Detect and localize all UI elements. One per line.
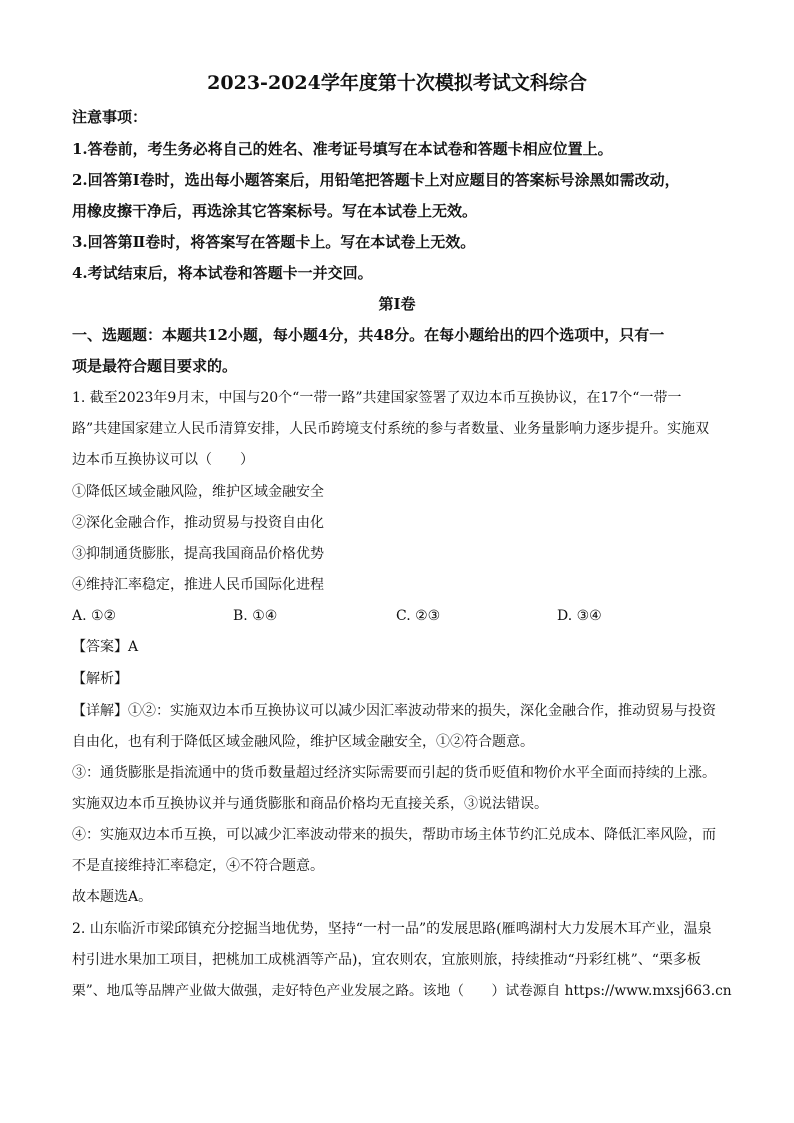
- note-item-2-cont: 用橡皮擦干净后，再选涂其它答案标号。写在本试卷上无效。: [72, 202, 478, 220]
- q1-option-a: A. ①②: [72, 608, 117, 624]
- q1-detail-6: 不是直接维持汇率稳定，④不符合题意。: [72, 858, 324, 874]
- q2-stem-1: 2. 山东临沂市梁邱镇充分挖掘当地优势，坚持“一村一品”的发展思路(雁鸣湖村大力发展木耳产业，温泉: [72, 921, 712, 937]
- q1-detail-2: 自由化，也有利于降低区域金融风险，维护区域金融安全，①②符合题意。: [72, 734, 534, 750]
- q1-statement-1: ①降低区域金融风险，维护区域金融安全: [72, 484, 324, 500]
- q1-stem-3: 边本币互换协议可以（ ）: [72, 452, 254, 468]
- q1-detail-4: 实施双边本币互换协议并与通货膨胀和商品价格均无直接关系，③说法错误。: [72, 796, 548, 812]
- q1-stem-2: 路”共建国家建立人民币清算安排，人民币跨境支付系统的参与者数量、业务量影响力逐步提升。实施双: [72, 421, 710, 437]
- volume-heading: 第Ⅰ卷: [378, 295, 416, 313]
- q1-detail-1: 【详解】①②：实施双边本币互换协议可以减少因汇率波动带来的损失，深化金融合作，推动贸易与投资: [72, 703, 716, 719]
- q1-option-c: C. ②③: [396, 608, 441, 624]
- q1-conclusion: 故本题选A。: [72, 889, 153, 905]
- note-item-3: 3.回答第Ⅱ卷时，将答案写在答题卡上。写在本试卷上无效。: [72, 233, 476, 251]
- q2-stem-3: 栗”、地瓜等品牌产业做大做强，走好特色产业发展之路。该地（ ）试卷源自 https://www.mxsj663.cn: [72, 983, 732, 999]
- section-heading-cont: 项是最符合题目要求的。: [72, 357, 238, 375]
- q1-option-b: B. ①④: [233, 608, 278, 624]
- q1-detail-3: ③：通货膨胀是指流通中的货币数量超过经济实际需要而引起的货币贬值和物价水平全面而持续的上涨。: [72, 765, 716, 781]
- q1-statement-3: ③抑制通货膨胀，提高我国商品价格优势: [72, 546, 324, 562]
- note-item-1: 1.答卷前，考生务必将自己的姓名、准考证号填写在本试卷和答题卡相应位置上。: [72, 140, 613, 158]
- q1-analysis-label: 【解析】: [72, 671, 128, 687]
- section-heading: 一、选题题：本题共12小题，每小题4分，共48分。在每小题给出的四个选项中，只有一: [72, 326, 665, 344]
- notes-heading: 注意事项：: [72, 108, 148, 126]
- q1-detail-5: ④：实施双边本币互换，可以减少汇率波动带来的损失，帮助市场主体节约汇兑成本、降低汇率风险，而: [72, 827, 716, 843]
- note-item-4: 4.考试结束后，将本试卷和答题卡一并交回。: [72, 264, 373, 282]
- q1-stem-1: 1. 截至2023年9月末，中国与20个“一带一路”共建国家签署了双边本币互换协议，在17个“一带一: [72, 390, 682, 406]
- q1-statement-2: ②深化金融合作，推动贸易与投资自由化: [72, 515, 324, 531]
- note-item-2: 2.回答第Ⅰ卷时，选出每小题答案后，用铅笔把答题卡上对应题目的答案标号涂黑如需改动，: [72, 171, 680, 189]
- q1-statement-4: ④维持汇率稳定，推进人民币国际化进程: [72, 577, 324, 593]
- q1-option-d: D. ③④: [557, 608, 602, 624]
- q2-stem-2: 村引进水果加工项目，把桃加工成桃酒等产品)，宜农则农，宜旅则旅，持续推动“丹彩红桃”、“栗多板: [72, 952, 701, 968]
- exam-title: 2023-2024学年度第十次模拟考试文科综合: [207, 72, 587, 94]
- q1-answer: 【答案】A: [72, 639, 139, 655]
